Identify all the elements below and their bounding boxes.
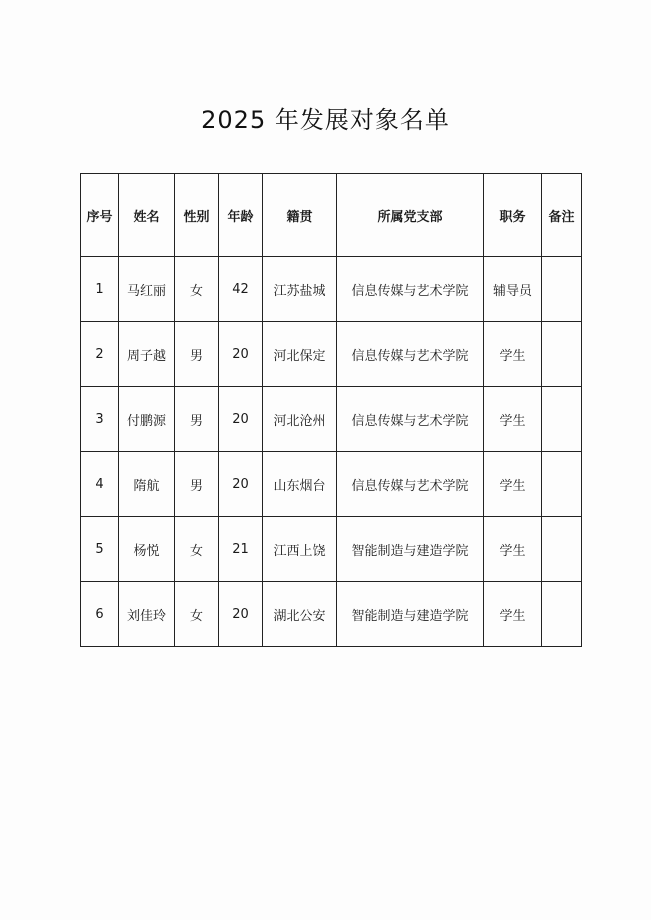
header-position: 职务 xyxy=(484,174,542,257)
cell-remarks xyxy=(542,322,582,387)
cell-gender: 男 xyxy=(175,387,219,452)
cell-hometown: 江西上饶 xyxy=(263,517,337,582)
cell-party-branch: 信息传媒与艺术学院 xyxy=(337,387,484,452)
table-row xyxy=(81,322,582,387)
header-gender: 性别 xyxy=(175,174,219,257)
document-title: 2025 年发展对象名单 xyxy=(201,106,450,134)
cell-name: 马红丽 xyxy=(119,257,175,322)
cell-index: 2 xyxy=(81,322,119,387)
cell-remarks xyxy=(542,517,582,582)
cell-position: 学生 xyxy=(484,517,542,582)
cell-name: 刘佳玲 xyxy=(119,582,175,647)
cell-party-branch: 智能制造与建造学院 xyxy=(337,582,484,647)
cell-remarks xyxy=(542,452,582,517)
cell-age: 42 xyxy=(219,257,263,322)
cell-hometown: 河北沧州 xyxy=(263,387,337,452)
cell-name: 杨悦 xyxy=(119,517,175,582)
cell-hometown: 湖北公安 xyxy=(263,582,337,647)
cell-gender: 男 xyxy=(175,322,219,387)
table-row xyxy=(81,452,582,517)
cell-index: 5 xyxy=(81,517,119,582)
cell-gender: 男 xyxy=(175,452,219,517)
cell-remarks xyxy=(542,387,582,452)
header-index: 序号 xyxy=(81,174,119,257)
cell-name: 付鹏源 xyxy=(119,387,175,452)
cell-index: 4 xyxy=(81,452,119,517)
cell-position: 辅导员 xyxy=(484,257,542,322)
cell-age: 20 xyxy=(219,582,263,647)
cell-party-branch: 信息传媒与艺术学院 xyxy=(337,322,484,387)
cell-gender: 女 xyxy=(175,257,219,322)
header-hometown: 籍贯 xyxy=(263,174,337,257)
cell-gender: 女 xyxy=(175,582,219,647)
cell-position: 学生 xyxy=(484,582,542,647)
roster-table xyxy=(80,173,582,647)
cell-name: 周子越 xyxy=(119,322,175,387)
cell-remarks xyxy=(542,582,582,647)
header-party-branch: 所属党支部 xyxy=(337,174,484,257)
cell-party-branch: 信息传媒与艺术学院 xyxy=(337,257,484,322)
cell-name: 隋航 xyxy=(119,452,175,517)
cell-age: 21 xyxy=(219,517,263,582)
cell-position: 学生 xyxy=(484,322,542,387)
cell-hometown: 江苏盐城 xyxy=(263,257,337,322)
table-row xyxy=(81,582,582,647)
table-row xyxy=(81,257,582,322)
header-age: 年龄 xyxy=(219,174,263,257)
cell-hometown: 河北保定 xyxy=(263,322,337,387)
table-header-row xyxy=(81,174,582,257)
table-row xyxy=(81,387,582,452)
cell-index: 1 xyxy=(81,257,119,322)
cell-age: 20 xyxy=(219,452,263,517)
cell-gender: 女 xyxy=(175,517,219,582)
cell-position: 学生 xyxy=(484,452,542,517)
header-remarks: 备注 xyxy=(542,174,582,257)
cell-party-branch: 智能制造与建造学院 xyxy=(337,517,484,582)
cell-hometown: 山东烟台 xyxy=(263,452,337,517)
table-row xyxy=(81,517,582,582)
cell-age: 20 xyxy=(219,322,263,387)
cell-index: 6 xyxy=(81,582,119,647)
cell-age: 20 xyxy=(219,387,263,452)
cell-index: 3 xyxy=(81,387,119,452)
header-name: 姓名 xyxy=(119,174,175,257)
cell-position: 学生 xyxy=(484,387,542,452)
cell-remarks xyxy=(542,257,582,322)
cell-party-branch: 信息传媒与艺术学院 xyxy=(337,452,484,517)
